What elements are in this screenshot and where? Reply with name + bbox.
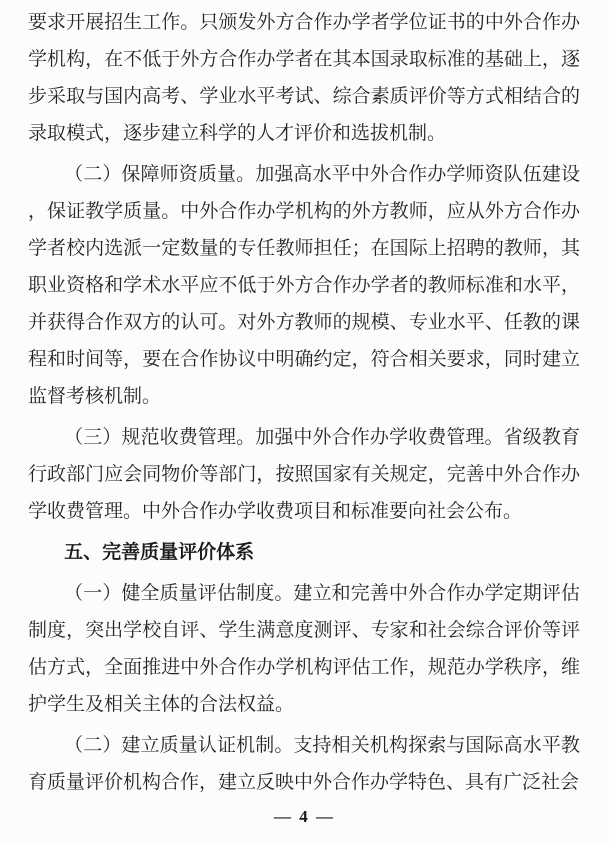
section-heading-quality-evaluation: 五、完善质量评价体系: [64, 542, 255, 563]
paragraph-teacher-quality: （二）保障师资质量。加强高水平中外合作办学师资队伍建设，保证教学质量。中外合作办学机构的外方教师，应从外方合作办学者校内选派一定数量的专任教师担任；在国际上招聘的教师，其职业资格和学术水平应不低于外方合作办学者的教师标准和水平，并获得合作双方的认可。对外方教师的规模、专业水平、任教的课程和时间等，要在合作协议中明确约定，符合相关要求，同时建立监督考核机制。: [28, 164, 580, 407]
paragraph-admissions-continued: 要求开展招生工作。只颁发外方合作办学者学位证书的中外合作办学机构，在不低于外方合作办学者在其本国录取标准的基础上，逐步采取与国内高考、学业水平考试、综合素质评价等方式相结合的录取模式，逐步建立科学的人才评价和选拔机制。: [28, 12, 580, 144]
page-number: — 4 —: [274, 807, 335, 826]
paragraph-quality-certification: （二）建立质量认证机制。支持相关机构探索与国际高水平教育质量评价机构合作，建立反映中外合作办学特色、具有广泛社会: [28, 735, 580, 793]
paragraph-fee-management: （三）规范收费管理。加强中外合作办学收费管理。省级教育行政部门应会同物价等部门，按照国家有关规定，完善中外合作办学收费管理。中外合作办学收费项目和标准要向社会公布。: [28, 427, 580, 522]
paragraph-quality-assessment: （一）健全质量评估制度。建立和完善中外合作办学定期评估制度，突出学校自评、学生满意度测评、专家和社会综合评价等评估方式，全面推进中外合作办学机构评估工作，规范办学秩序，维护学生及相关主体的合法权益。: [28, 583, 580, 715]
document-body: [28, 4, 580, 805]
